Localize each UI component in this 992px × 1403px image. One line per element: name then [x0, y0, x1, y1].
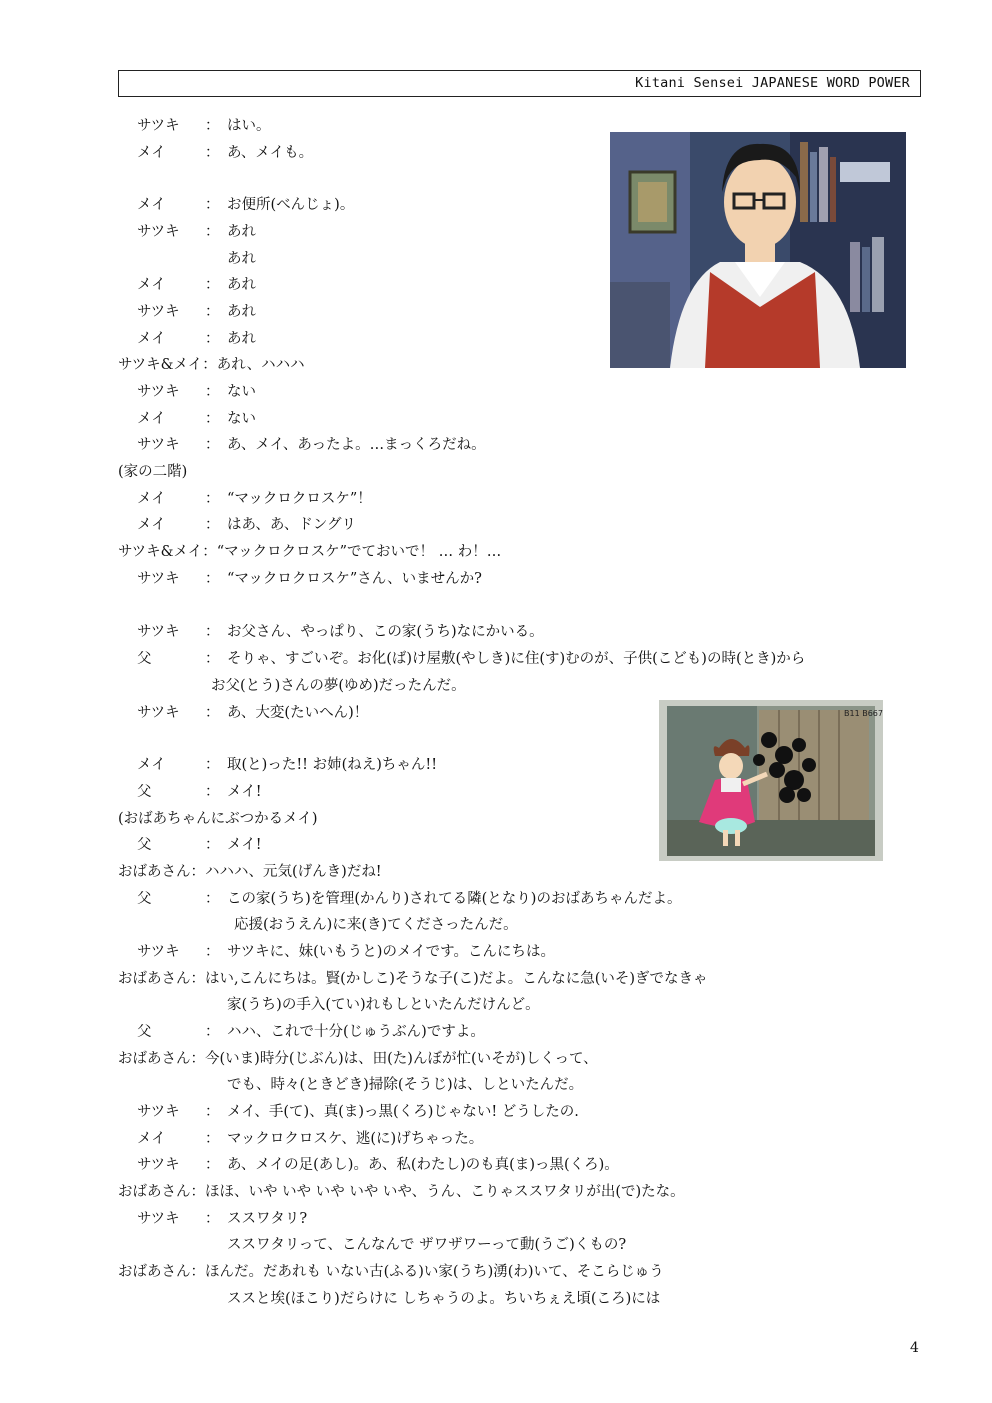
dialogue-text: メイ! [227, 784, 262, 800]
speaker-name: メイ [137, 491, 166, 507]
dialogue-text: はあ、あ、ドングリ [227, 517, 357, 533]
dialogue-text: サツキに、妹(いもうと)のメイです。こんにちは。 [227, 944, 555, 960]
speaker-name: サツキ [137, 118, 180, 134]
speaker-colon: ： [205, 277, 220, 293]
illustration-mei-soot [659, 700, 883, 861]
speaker-name: サツキ [137, 437, 180, 453]
speaker-name: サツキ [137, 624, 180, 640]
dialogue-line-continuation: 応援(おうえん)に来(き)てくださったんだ。 [234, 917, 518, 933]
speaker-name: サツキ [137, 304, 180, 320]
dialogue-text: あ、大変(たいへん)！ [227, 705, 369, 721]
dialogue-text: あれ [227, 224, 256, 240]
dialogue-line-full: おばあさん：ほんだ。だあれも いない古(ふる)い家(うち)湧(わ)いて、そこらじゅう [118, 1264, 664, 1280]
dialogue-text: 取(と)った!! お姉(ねえ)ちゃん!! [227, 757, 438, 773]
speaker-colon: ： [205, 891, 220, 907]
dialogue-text: メイ! [227, 837, 262, 853]
dialogue-text: お父さん、やっぱり、この家(うち)なにかいる。 [227, 624, 544, 640]
dialogue-text: あ、メイも。 [227, 145, 314, 161]
speaker-colon: ： [205, 491, 220, 507]
dialogue-line-continuation: お父(とう)さんの夢(ゆめ)だったんだ。 [211, 678, 466, 694]
speaker-name: サツキ [137, 384, 180, 400]
speaker-name: メイ [137, 145, 166, 161]
speaker-name: メイ [137, 277, 166, 293]
speaker-colon: ： [205, 331, 220, 347]
speaker-colon: ： [205, 437, 220, 453]
dialogue-text: メイ、手(て)、真(ま)っ黒(くろ)じゃない! どうしたの. [227, 1104, 579, 1120]
dialogue-text: “マックロクロスケ”さん、いませんか? [227, 571, 482, 587]
dialogue-text: ない [227, 411, 256, 427]
speaker-name: サツキ [137, 1157, 180, 1173]
speaker-colon: ： [205, 651, 220, 667]
illustration-father [610, 132, 906, 368]
header-box [118, 70, 921, 97]
dialogue-line-full: おばあさん：ほほ、いや いや いや いや いや、うん、こりゃススワタリが出(で)たな。 [118, 1184, 685, 1200]
dialogue-text: あ、メイ、あったよ。…まっくろだね。 [227, 437, 486, 453]
dialogue-text: この家(うち)を管理(かんり)されてる隣(となり)のおばあちゃんだよ。 [227, 891, 682, 907]
mei-image-icon [659, 700, 883, 861]
speaker-name: 父 [137, 1024, 152, 1040]
speaker-name: 父 [137, 837, 152, 853]
header-title: Kitani Sensei JAPANESE WORD POWER [635, 75, 910, 91]
dialogue-line-continuation: ススと埃(ほこり)だらけに しちゃうのよ。ちいちぇえ頃(ころ)には [227, 1291, 661, 1307]
speaker-colon: ： [205, 837, 220, 853]
dialogue-line-full: (家の二階) [118, 464, 188, 480]
svg-text:B11 B667: B11 B667 [844, 709, 883, 718]
dialogue-text: “マックロクロスケ”！ [227, 491, 372, 507]
speaker-name: メイ [137, 411, 166, 427]
speaker-colon: ： [205, 1024, 220, 1040]
speaker-name: サツキ [137, 1104, 180, 1120]
speaker-name: 父 [137, 784, 152, 800]
speaker-colon: ： [205, 944, 220, 960]
dialogue-line-continuation: ススワタリって、こんなんで ザワザワーって動(うご)くもの? [227, 1237, 627, 1253]
dialogue-text: あれ [227, 304, 256, 320]
speaker-name: サツキ [137, 571, 180, 587]
dialogue-line-full: おばあさん：ハハハ、元気(げんき)だね! [118, 864, 382, 880]
dialogue-text: あれ [227, 331, 256, 347]
father-image-icon [610, 132, 906, 368]
speaker-colon: ： [205, 411, 220, 427]
speaker-name: 父 [137, 651, 152, 667]
dialogue-text: マックロクロスケ、逃(に)げちゃった。 [227, 1131, 484, 1147]
dialogue-text: ハハ、これで十分(じゅうぶん)ですよ。 [227, 1024, 485, 1040]
dialogue-text: あれ [227, 251, 256, 267]
speaker-colon: ： [205, 624, 220, 640]
dialogue-line-continuation: 家(うち)の手入(てい)れもしといたんだけんど。 [227, 997, 540, 1013]
dialogue-text: ない [227, 384, 256, 400]
speaker-colon: ： [205, 145, 220, 161]
dialogue-text: そりゃ、すごいぞ。お化(ば)け屋敷(やしき)に住(す)むのが、子供(こども)の時(とき)から [227, 651, 806, 667]
speaker-colon: ： [205, 1211, 220, 1227]
speaker-colon: ： [205, 571, 220, 587]
speaker-name: メイ [137, 757, 166, 773]
speaker-colon: ： [205, 304, 220, 320]
speaker-name: メイ [137, 197, 166, 213]
speaker-name: メイ [137, 1131, 166, 1147]
speaker-name: メイ [137, 517, 166, 533]
speaker-colon: ： [205, 705, 220, 721]
page-number: 4 [910, 1340, 919, 1356]
dialogue-text: はい。 [227, 118, 271, 134]
dialogue-line-continuation: でも、時々(ときどき)掃除(そうじ)は、しといたんだ。 [227, 1077, 584, 1093]
dialogue-text: お便所(べんじょ)。 [227, 197, 355, 213]
speaker-colon: ： [205, 757, 220, 773]
speaker-colon: ： [205, 224, 220, 240]
speaker-name: サツキ [137, 1211, 180, 1227]
dialogue-line-full: (おばあちゃんにぶつかるメイ) [118, 811, 318, 827]
speaker-colon: ： [205, 517, 220, 533]
dialogue-text: あれ [227, 277, 256, 293]
speaker-colon: ： [205, 384, 220, 400]
dialogue-line-full: おばあさん：はい,こんにちは。賢(かしこ)そうな子(こ)だよ。こんなに急(いそ)ぎでなきゃ [118, 971, 708, 987]
speaker-name: 父 [137, 891, 152, 907]
dialogue-line-full: サツキ&メイ：あれ、ハハハ [118, 357, 305, 373]
dialogue-line-full: サツキ&メイ：“マックロクロスケ”でておいで！ … わ！… [118, 544, 502, 560]
dialogue-text: あ、メイの足(あし)。あ、私(わたし)のも真(ま)っ黒(くろ)。 [227, 1157, 619, 1173]
speaker-colon: ： [205, 1131, 220, 1147]
dialogue-text: ススワタリ? [227, 1211, 308, 1227]
speaker-colon: ： [205, 118, 220, 134]
speaker-name: サツキ [137, 944, 180, 960]
speaker-name: サツキ [137, 224, 180, 240]
speaker-colon: ： [205, 197, 220, 213]
speaker-colon: ： [205, 1157, 220, 1173]
speaker-colon: ： [205, 1104, 220, 1120]
speaker-name: メイ [137, 331, 166, 347]
speaker-colon: ： [205, 784, 220, 800]
speaker-name: サツキ [137, 705, 180, 721]
dialogue-line-full: おばあさん：今(いま)時分(じぶん)は、田(た)んぼが忙(いそが)しくって、 [118, 1051, 598, 1067]
